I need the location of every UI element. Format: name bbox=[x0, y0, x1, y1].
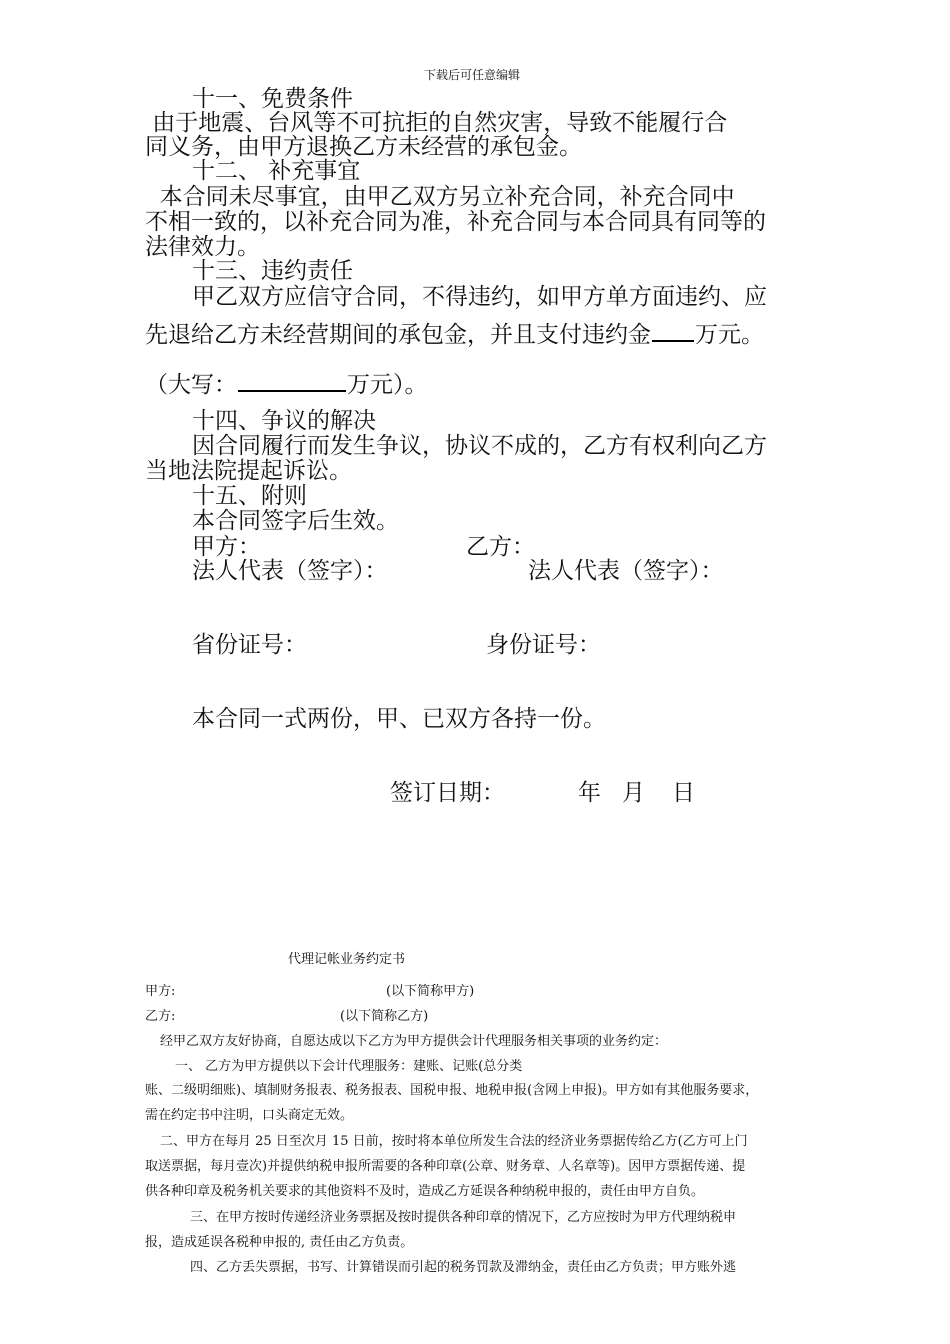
party-b-label: 乙方： bbox=[466, 534, 535, 560]
page-header-note: 下载后可任意编辑 bbox=[424, 68, 521, 82]
clause-1-line-2: 账、二级明细账)、填制财务报表、税务报表、国税申报、地税申报(含网上申报)。甲方如有其他服务要求， bbox=[145, 1083, 759, 1098]
clause-1-line-1: 一、 乙方为甲方提供以下会计代理服务：建账、记账(总分类 bbox=[175, 1059, 523, 1074]
agreement-intro: 经甲乙双方友好协商，自愿达成以下乙方为甲方提供会计代理服务相关事项的业务约定： bbox=[160, 1034, 668, 1049]
clause-4-line-1: 四、乙方丢失票据，书写、计算错误而引起的税务罚款及滞纳金，责任由乙方负责；甲方账外逃 bbox=[190, 1260, 737, 1275]
sign-date-label: 签订日期： bbox=[390, 780, 505, 806]
section-13-title: 十三、违约责任 bbox=[192, 258, 353, 284]
section-14-line-2: 当地法院提起诉讼。 bbox=[145, 458, 352, 484]
agreement-party-b-note: (以下简称乙方) bbox=[340, 1009, 429, 1024]
agreement-party-a-note: (以下简称甲方) bbox=[386, 984, 475, 999]
sign-date-month: 月 bbox=[622, 780, 645, 806]
id-number-a-label: 省份证号： bbox=[192, 632, 307, 658]
section-14-line-1: 因合同履行而发生争议，协议不成的，乙方有权利向乙方 bbox=[192, 433, 767, 459]
section-12-title: 十二、 补充事宜 bbox=[192, 158, 361, 184]
id-number-b-label: 身份证号： bbox=[486, 632, 601, 658]
sign-date-year: 年 bbox=[578, 780, 601, 806]
agreement-party-b: 乙方: bbox=[145, 1009, 176, 1024]
sign-date-day: 日 bbox=[672, 780, 695, 806]
section-12-line-2: 不相一致的，以补充合同为准，补充合同与本合同具有同等的 bbox=[145, 209, 766, 235]
section-15-line-1: 本合同签字后生效。 bbox=[192, 508, 399, 534]
section-11-line-2: 同义务，由甲方退换乙方未经营的承包金。 bbox=[145, 134, 582, 160]
clause-2-line-1: 二、甲方在每月 25 日至次月 15 日前，按时将本单位所发生合法的经济业务票据传给乙方(乙方可上门 bbox=[160, 1134, 748, 1149]
section-12-line-1: 本合同未尽事宜，由甲乙双方另立补充合同，补充合同中 bbox=[145, 184, 735, 210]
section-13-line-2-unit: 万元。 bbox=[695, 322, 764, 348]
section-13-capital-unit: 万元）。 bbox=[347, 372, 428, 398]
section-14-title: 十四、争议的解决 bbox=[192, 408, 376, 434]
section-13-line-2 bbox=[145, 320, 764, 348]
clause-3-line-1: 三、在甲方按时传递经济业务票据及按时提供各种印章的情况下，乙方应按时为甲方代理纳税申 bbox=[190, 1210, 737, 1225]
party-a-label: 甲方： bbox=[192, 534, 261, 560]
rep-a-signature-label: 法人代表（签字）： bbox=[192, 558, 388, 584]
section-12-line-3: 法律效力。 bbox=[145, 234, 260, 260]
section-13-line-1: 甲乙双方应信守合同，不得违约，如甲方单方面违约、应 bbox=[192, 284, 767, 310]
copies-statement: 本合同一式两份，甲、已双方各持一份。 bbox=[192, 706, 606, 732]
agreement-party-a: 甲方: bbox=[145, 984, 176, 999]
clause-3-line-2: 报，造成延误各税种申报的, 责任由乙方负责。 bbox=[145, 1235, 414, 1250]
section-13-line-2-text: 先退给乙方未经营期间的承包金，并且支付违约金 bbox=[145, 322, 651, 348]
clause-1-line-3: 需在约定书中注明，口头商定无效。 bbox=[145, 1108, 354, 1123]
agreement-title: 代理记帐业务约定书 bbox=[288, 952, 406, 967]
section-13-capital-label: （大写： bbox=[145, 372, 237, 398]
section-13-line-3 bbox=[145, 370, 428, 398]
penalty-capital-blank bbox=[238, 370, 346, 392]
penalty-amount-blank bbox=[652, 320, 694, 342]
clause-2-line-2: 取送票据，每月壹次)并提供纳税申报所需要的各种印章(公章、财务章、人名章等)。因甲方票据传递、提 bbox=[145, 1159, 746, 1174]
section-15-title: 十五、附则 bbox=[192, 483, 307, 509]
clause-2-line-3: 供各种印章及税务机关要求的其他资料不及时，造成乙方延误各种纳税申报的，责任由甲方自负。 bbox=[145, 1184, 705, 1199]
rep-b-signature-label: 法人代表（签字）： bbox=[528, 558, 724, 584]
section-11-line-1: 由于地震、台风等不可抗拒的自然灾害，导致不能履行合 bbox=[145, 110, 728, 136]
section-11-title: 十一、免费条件 bbox=[192, 86, 353, 112]
